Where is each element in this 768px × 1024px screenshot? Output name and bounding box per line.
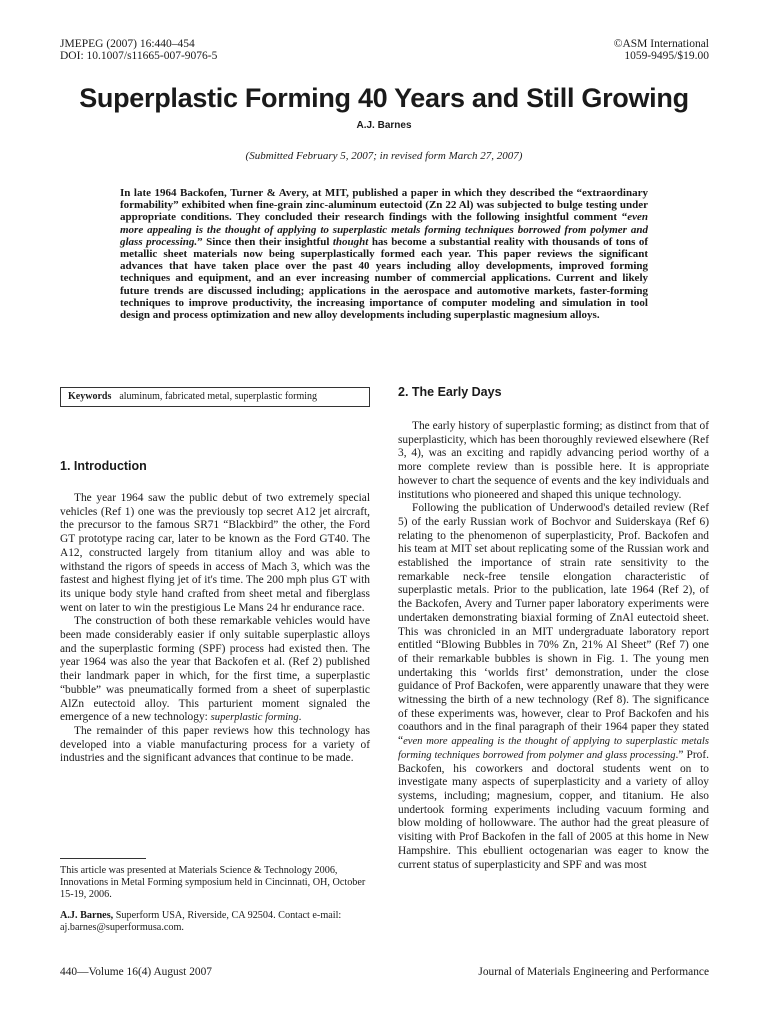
- paragraph: The early history of superplastic forming; as distinct from that of superplasticity, which has been thoroughly reviewed elsewhere (Ref 3, 4), was an exciting and rapidly advancing period worthy of a more complete review than is possible here. It is appropriate however to chart the sequence of events and the key individuals and institutions who pioneered and shaped this unique technology.: [398, 420, 709, 501]
- footnote-author-name: A.J. Barnes,: [60, 910, 114, 921]
- abstract: [120, 187, 648, 321]
- italic-term: superplastic forming: [210, 712, 299, 724]
- keywords-text: aluminum, fabricated metal, superplastic forming: [119, 391, 318, 402]
- section-heading-early-days: 2. The Early Days: [398, 385, 502, 399]
- paragraph: The remainder of this paper reviews how this technology has developed into a viable manufacturing process for a variety of industries and the significant advances that continue to be made.: [60, 724, 370, 765]
- page-footer-right: Journal of Materials Engineering and Performance: [478, 966, 709, 978]
- footnote-presentation: This article was presented at Materials Science & Technology 2006, Innovations in Metal Forming symposium held in Cincinnati, OH, October 15-19, 2006.: [60, 865, 366, 900]
- page-footer-left: 440—Volume 16(4) August 2007: [60, 966, 212, 978]
- issn-price: 1059-9495/$19.00: [624, 50, 709, 62]
- column-left: [60, 492, 370, 766]
- paragraph: Following the publication of Underwood's detailed review (Ref 5) of the early Russian work of Bochvor and Suiderskaya (Ref 6) relating to the phenomenon of superplasticity, Prof. Backofen and his team at MIT set about replicating some of the Russian work and established the importance of strain rate sensitivity to the remarkable neck-free tensile elongation characteristic of superplastic metals. Prior to the publication, late 1964 (Ref 2), of the Backofen, Avery and Turner paper laboratory experiments were undertaken demonstrating biaxial forming of ZnAl eutectoid sheet. This was chronicled in an MIT undergraduate laboratory report entitled “Blowing Bubbles in 70% Zn, 21% Al Sheet” (Ref 7) one of their remarkable bubbles is shown in Fig. 1. The young men undertaking this ‘worlds first’ demonstration, under the close guidance of Prof Backofen, were apparently unaware that they were witnessing the birth of a new technology (Ref 8). The significance of these experiments was, however, clear to Prof Backofen and his coauthors and in the final paragraph of their 1964 paper they stated “even more appealing is the thought of applying to superplastic metals forming techniques borrowed from polymer and glass processing.” Prof. Backofen, his coworkers and doctoral students went on to investigate many aspects of superplasticity and a variety of alloy systems, including; magnesium, copper, and titanium. He also undertook forming experiments including vacuum forming and blow molding of hollowware. The author had the great pleasure of visiting with Prof Backofen in the fall of 2005 at this home in New Hampshire. This ebullient octogenarian was eager to know the current status of superplasticity and SPF and was most: [398, 502, 710, 871]
- abstract-text: ” Since then their insightful: [197, 235, 333, 248]
- abstract-thought: thought: [332, 235, 369, 248]
- submission-dates: (Submitted February 5, 2007; in revised form March 27, 2007): [245, 150, 523, 162]
- keywords-box: [60, 387, 370, 407]
- doi: DOI: 10.1007/s11665-007-9076-5: [60, 50, 218, 62]
- article-title: Superplastic Forming 40 Years and Still Growing: [79, 83, 689, 113]
- author-name: A.J. Barnes: [356, 120, 412, 131]
- paragraph: The construction of both these remarkable vehicles would have been made considerably easier if only suitable superplastic alloys and the superplastic forming (SPF) process had existed then. The year 1964 was also the year that Backofen et al. (Ref 2) published their landmark paper in which, for the first time, a superplastic “bubble” was pneumatically formed from a sheet of superplastic AlZn eutectoid alloy. This parturient moment signaled the emergence of a new technology: superplastic forming.: [60, 615, 370, 724]
- footnote-rule: [60, 858, 146, 859]
- running-header-right: [614, 38, 709, 62]
- section-heading-introduction: 1. Introduction: [60, 459, 147, 473]
- running-header-left: [60, 38, 217, 62]
- copyright: ©ASM International: [613, 38, 709, 50]
- column-right: [398, 420, 709, 872]
- abstract-text: has become a substantial reality with thousands of tons of metallic sheet materials now being superplastically formed each year. This paper reviews the significant advances that have taken place over the past 40 years including alloy developments, improved forming techniques and equipment, and an ever increasing number of commercial applications. Current and likely future trends are discussed including; applications in the aerospace and automotive markets, faster-forming techniques to improve productivity, the increasing importance of computer modeling and simulation in tool design and process optimization and new alloy developments including superplastic magnesium alloys.: [120, 235, 648, 322]
- keywords-label: Keywords: [68, 391, 112, 402]
- abstract-quote: even more appealing is the thought of applying to superplastic metals forming techniques borrowed from polymer and glass processing.: [120, 211, 648, 248]
- journal-citation: JMEPEG (2007) 16:440–454: [60, 38, 195, 50]
- abstract-text: In late 1964 Backofen, Turner & Avery, at MIT, published a paper in which they described the “extraordinary formability” exhibited when fine-grain zinc-aluminum eutectoid (Zn 22 Al) was subjected to bulge testing under appropriate conditions. They concluded their research findings with the following insightful comment “: [120, 187, 648, 224]
- italic-quote: even more appealing is the thought of applying to superplastic metals forming techniques borrowed from polymer and glass processing: [398, 736, 709, 761]
- paragraph: The year 1964 saw the public debut of two extremely special vehicles (Ref 1) one was the previously top secret A12 jet aircraft, the precursor to the famous SR71 “Blackbird” the other, the Ford GT prototype racing car, later to be known as the Ford GT40. The A12, constructed largely from titanium alloy and was able to withstand the rigors of speeds in access of Mach 3, which was the fastest and highest flying jet of it's time. The 200 mph plus GT with its unique body style hand crafted from sheet metal and fiberglass went on later to win the prestigious Le Mans 24 hr endurance race.: [60, 492, 370, 614]
- footnote-author-contact: A.J. Barnes, Superform USA, Riverside, CA 92504. Contact e-mail: aj.barnes@superformusa.com.: [60, 910, 342, 933]
